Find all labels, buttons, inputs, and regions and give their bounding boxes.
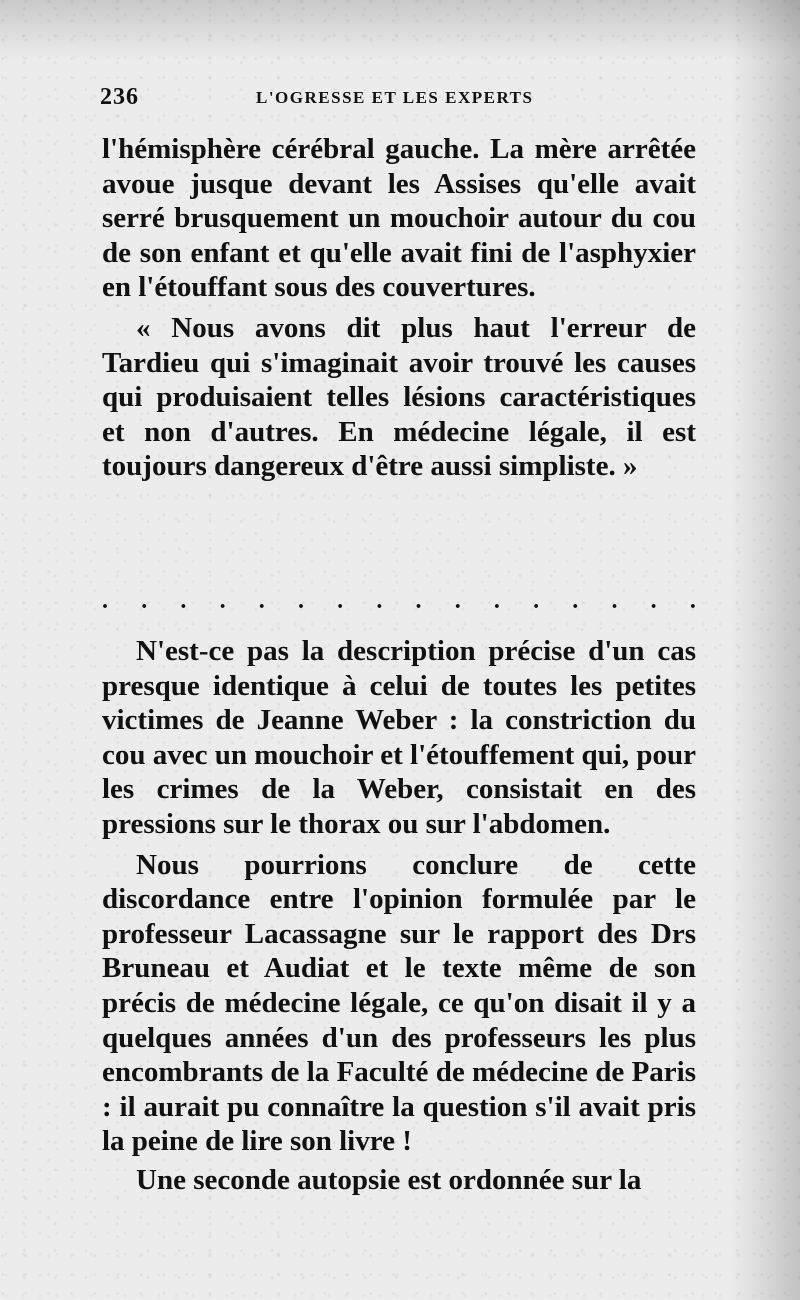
- ellipsis-row: [102, 588, 696, 614]
- ellipsis-dot: .: [297, 588, 304, 614]
- ellipsis-dot: .: [415, 588, 422, 614]
- paragraph-5: Une seconde autopsie est ordonnée sur la: [136, 1163, 642, 1196]
- scan-top-shadow: [0, 0, 800, 60]
- paragraph-4: Nous pourrions conclure de cette discordance entre l'opinion formulée par le professeur Lacassagne sur le rapport des Drs Bruneau et Audiat et le texte même de son précis de médecine légale, ce qu'on disait il y a quelques années d'un des professeurs les plus encombrants de la Faculté de médecine de Paris : il aurait pu connaître la question s'il avait pris la peine de lire son livre !: [102, 848, 696, 1158]
- scan-edge-shadow: [730, 0, 800, 1300]
- ellipsis-dot: .: [572, 588, 579, 614]
- ellipsis-dot: .: [141, 588, 148, 614]
- ellipsis-dot: .: [611, 588, 618, 614]
- ellipsis-dot: .: [219, 588, 226, 614]
- text-block-bottom: [102, 634, 696, 1198]
- page-number: 236: [100, 84, 139, 110]
- ellipsis-dot: .: [337, 588, 344, 614]
- ellipsis-dot: .: [376, 588, 383, 614]
- ellipsis-dot: .: [689, 588, 696, 614]
- paragraph-2-quote: « Nous avons dit plus haut l'erreur de Tardieu qui s'imaginait avoir trouvé les causes qui produisaient telles lésions caractéristiques et non d'autres. En médecine légale, il est toujours dangereux d'être aussi simpliste. »: [102, 311, 696, 483]
- running-title: L'OGRESSE ET LES EXPERTS: [256, 88, 534, 107]
- ellipsis-dot: .: [493, 588, 500, 614]
- ellipsis-dot: .: [650, 588, 657, 614]
- ellipsis-dot: .: [533, 588, 540, 614]
- running-head: [100, 84, 600, 114]
- ellipsis-dot: .: [258, 588, 265, 614]
- ellipsis-dot: .: [180, 588, 187, 614]
- ellipsis-dot: .: [454, 588, 461, 614]
- paragraph-1: l'hémisphère cérébral gauche. La mère arrêtée avoue jusque devant les Assises qu'elle avait serré brusquement un mouchoir autour du cou de son enfant et qu'elle avait fini de l'asphyxier en l'étouffant sous des couvertures.: [102, 133, 696, 304]
- paragraph-3: N'est-ce pas la description précise d'un cas presque identique à celui de toutes les petites victimes de Jeanne Weber : la constriction du cou avec un mouchoir et l'étouffement qui, pour les crimes de la Weber, consistait en des pressions sur le thorax ou sur l'abdomen.: [102, 635, 696, 840]
- text-block-top: [102, 132, 696, 484]
- ellipsis-dot: .: [102, 588, 108, 614]
